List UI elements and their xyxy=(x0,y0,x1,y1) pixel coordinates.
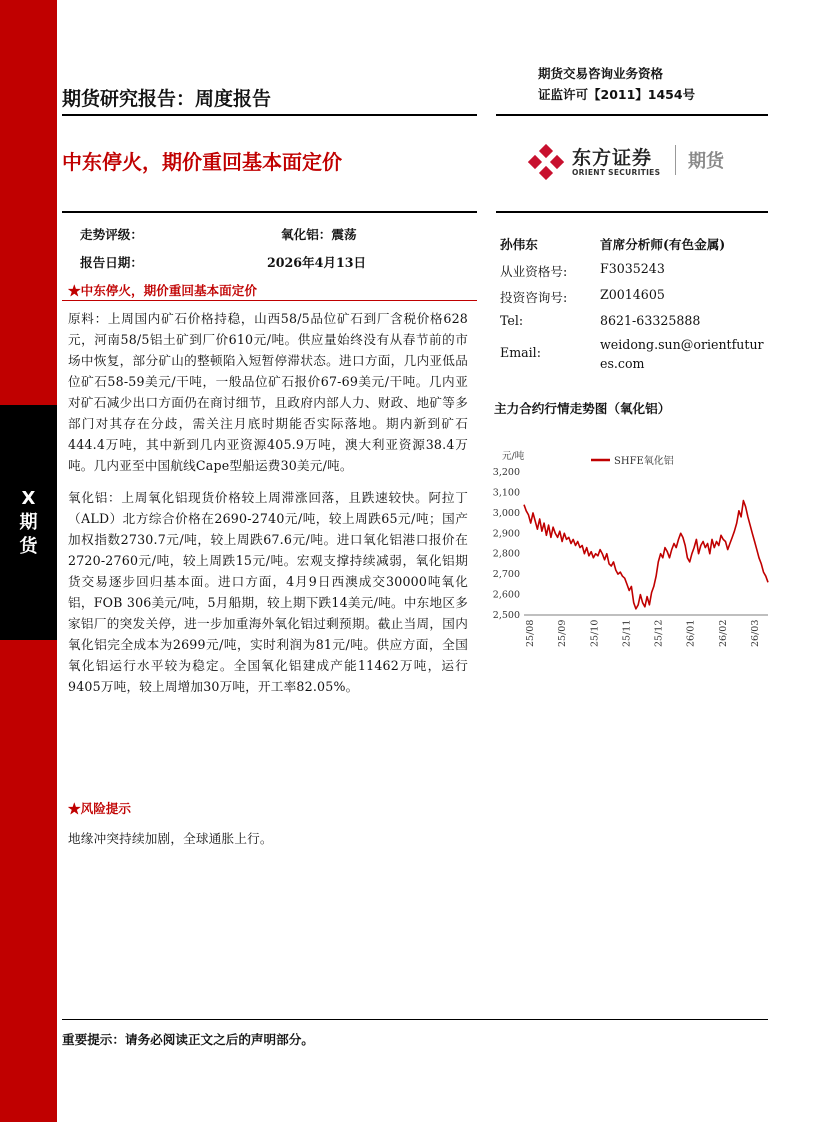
y-tick-label: 3,100 xyxy=(492,487,520,499)
rating-rule-top-left xyxy=(62,211,477,213)
company-logo xyxy=(528,143,768,183)
x-tick-label: 25/11 xyxy=(621,619,633,647)
y-axis-label: 元/吨 xyxy=(502,451,525,462)
risk-text: 地缘冲突持续加剧，全球通胀上行。 xyxy=(68,831,273,846)
footer-rule xyxy=(62,1019,768,1020)
license-line-2: 证监许可【2011】1454号 xyxy=(538,87,696,102)
logo-name-en: ORIENT SECURITIES xyxy=(572,168,661,177)
rating-rule-top-right xyxy=(496,211,768,213)
report-title: 中东停火，期价重回基本面定价 xyxy=(62,150,342,174)
x-tick-label: 25/08 xyxy=(525,619,536,647)
analyst-row xyxy=(500,261,665,280)
y-tick-label: 3,000 xyxy=(492,507,520,519)
alumina-price-chart xyxy=(484,440,774,655)
side-tab-char: X xyxy=(21,487,36,509)
license-line-1: 期货交易咨询业务资格 xyxy=(538,66,664,81)
analyst-row-label: 投资咨询号: xyxy=(500,290,568,305)
analyst-row xyxy=(500,287,665,306)
analyst-row-value: F3035243 xyxy=(600,261,665,276)
analyst-email[interactable]: weidong.sun@orientfutures.com xyxy=(600,337,764,371)
analyst-row-label: Tel: xyxy=(500,313,524,328)
date-label: 报告日期： xyxy=(80,255,143,270)
footer-note: 重要提示：请务必阅读正文之后的声明部分。 xyxy=(62,1032,314,1047)
analyst-row-value: Z0014605 xyxy=(600,287,665,302)
risk-heading: ★风险提示 xyxy=(68,801,131,816)
logo-divider xyxy=(675,145,676,175)
x-tick-label: 26/02 xyxy=(717,619,729,647)
header-rule-right xyxy=(496,114,768,116)
x-tick-label: 25/12 xyxy=(653,619,665,647)
paragraph-alumina: 氧化铝：上周氧化铝现货价格较上周滞涨回落，且跌速较快。阿拉丁（ALD）北方综合价格在2690-2740元/吨，较上周跌65元/吨；国产加权指数2730.7元/吨，较上周跌67.6元/吨。进口氧化铝港口报价在2720-2760元/吨，较上周跌15元/吨。宏观支撑持续减弱，氧化铝期货交易逐步回归基本面。进口方面，4月9日西澳成交30000吨氧化铝，FOB 306美元/吨，5月船期，较上期下跌14美元/吨。中东地区多家铝厂的突发关停，进一步加重海外氧化铝过剩预期。截止当周，国内氧化铝完全成本为2699元/吨，实时利润为81元/吨。供应方面，全国氧化铝运行水平较为稳定。全国氧化铝建成产能11462万吨，运行9405万吨，较上周增加30万吨，开工率82.05%。 xyxy=(68,490,468,694)
analyst-row-label: 从业资格号: xyxy=(500,264,568,279)
side-category-tab xyxy=(0,405,57,640)
chart-section-title: 主力合约行情走势图（氧化铝） xyxy=(494,401,671,416)
date-value: 2026年4月13日 xyxy=(267,255,367,270)
series-line xyxy=(524,501,768,609)
summary-heading: ★中东停火，期价重回基本面定价 xyxy=(68,283,257,298)
analyst-role: 首席分析师(有色金属) xyxy=(600,237,726,252)
x-tick-label: 26/03 xyxy=(750,619,762,647)
header-rule-left xyxy=(62,114,477,116)
logo-suffix: 期货 xyxy=(688,151,724,172)
analyst-row-value: 8621-63325888 xyxy=(600,313,701,328)
y-tick-label: 2,900 xyxy=(492,528,520,540)
summary-rule xyxy=(62,300,477,301)
trend-label: 走势评级： xyxy=(80,227,143,242)
analyst-row xyxy=(500,345,541,360)
legend-label: SHFE氧化铝 xyxy=(614,456,674,467)
summary-body xyxy=(68,308,468,697)
trend-value: 氧化铝：震荡 xyxy=(281,227,357,242)
y-tick-label: 2,500 xyxy=(492,610,520,621)
paragraph-raw-material: 原料：上周国内矿石价格持稳，山西58/5品位矿石到厂含税价格628元，河南58/5铝土矿到厂价610元/吨。供应量始终没有从春节前的市场中恢复，部分矿山的整顿陷入短暂停滞状态。进口方面，几内亚低品位矿石58-59美元/干吨，一般品位矿石报价67-69美元/干吨。几内亚对矿石减少出口方面仍在商讨细节，且政府内部人力、财政、地矿等多部门对其存在分歧，需关注月底时期能否实际落地。期内新到矿石444.4万吨，其中新到几内亚资源405.9万吨，澳大利亚资源38.4万吨。几内亚至中国航线Cape型船运费30美元/吨。 xyxy=(68,311,468,473)
logo-name-cn: 东方证券 xyxy=(572,147,653,169)
side-tab-char: 货 xyxy=(19,535,38,557)
x-tick-label: 26/01 xyxy=(685,619,697,647)
analyst-name: 孙伟东 xyxy=(500,237,538,252)
side-tab-char: 期 xyxy=(19,511,38,533)
analyst-row-label: Email: xyxy=(500,345,541,360)
y-tick-label: 2,800 xyxy=(492,548,520,560)
analyst-row xyxy=(500,313,701,328)
report-type: 期货研究报告：周度报告 xyxy=(62,88,272,110)
y-tick-label: 2,700 xyxy=(492,569,520,581)
y-tick-label: 2,600 xyxy=(492,589,520,601)
orient-logo-icon xyxy=(528,144,564,180)
x-tick-label: 25/10 xyxy=(589,619,601,647)
x-tick-label: 25/09 xyxy=(557,619,569,647)
y-tick-label: 3,200 xyxy=(492,467,520,478)
